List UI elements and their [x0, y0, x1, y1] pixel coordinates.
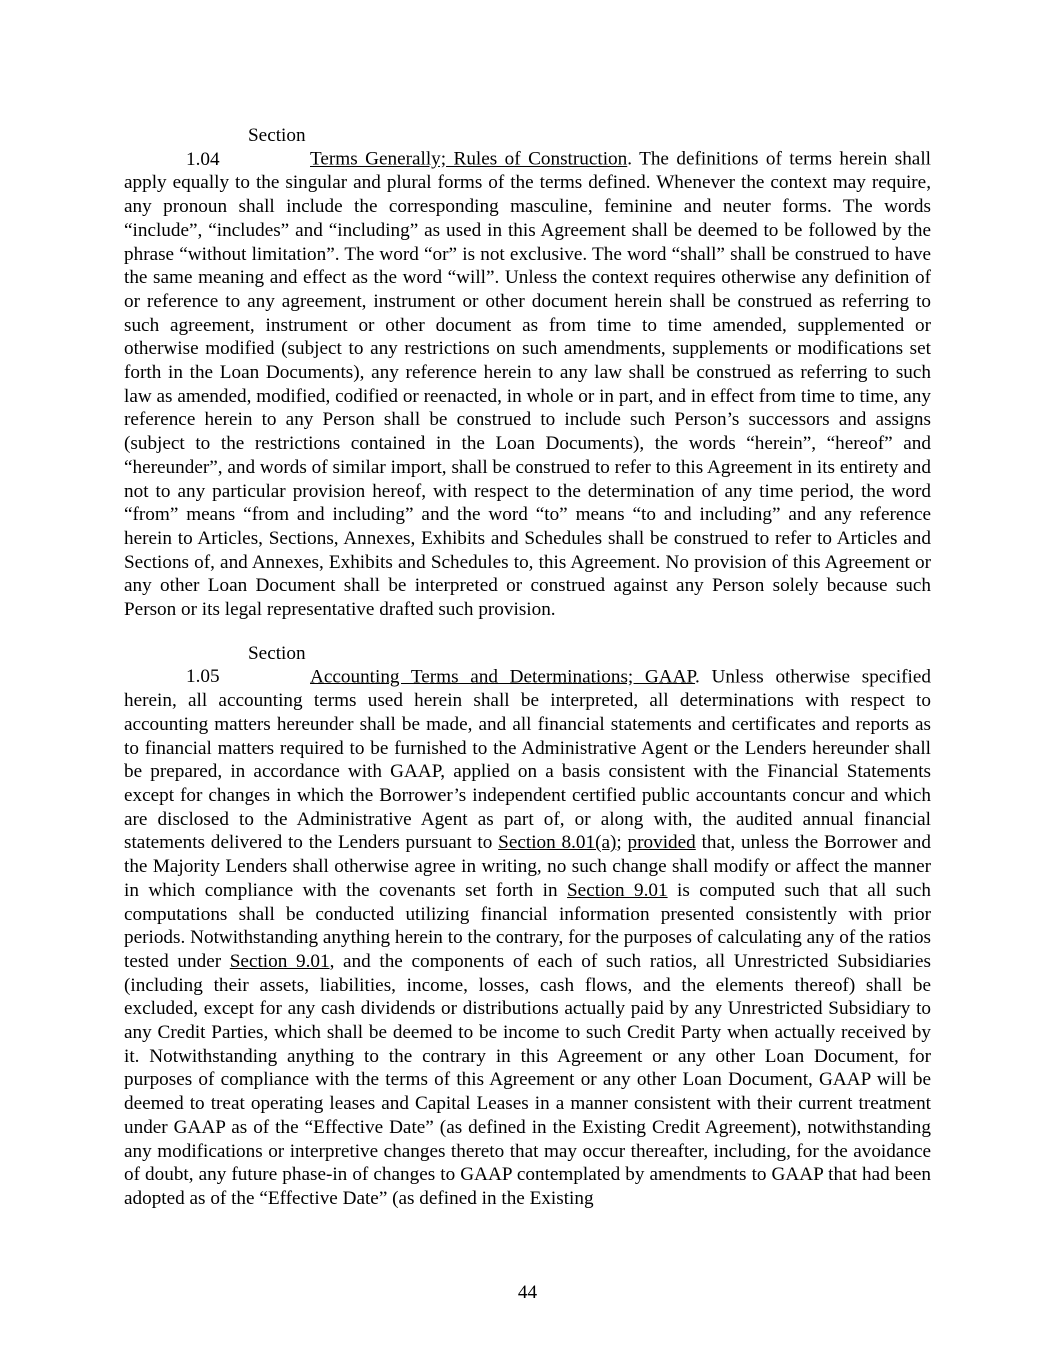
- section-1-04-body: . The definitions of terms herein shall apply equally to the singular and plural forms of the terms defined. Whenever the context may require, any pronoun shall include the corresponding masculine, feminine and neuter forms. The words “include”, “includes” and “including” as used in this Agreement shall be deemed to be followed by the phrase “without limitation”. The word “or” is not exclusive. The word “shall” shall be construed to have the same meaning and effect as the word “will”. Unless the context requires otherwise any definition of or reference to any agreement, instrument or other document herein shall be construed as referring to such agreement, instrument or other document as from time to time amended, supplemented or otherwise modified (subject to any restrictions on such amendments, supplements or modifications set forth in the Loan Documents), any reference herein to any law shall be construed as referring to such law as amended, modified, codified or reenacted, in whole or in part, and in effect from time to time, any reference herein to any Person shall be construed to include such Person’s successors and assigns (subject to the restrictions contained in the Loan Documents), the words “herein”, “hereof” and “hereunder”, and words of similar import, shall be construed to refer to this Agreement in its entirety and not to any particular provision hereof, with respect to the determination of any time period, the word “from” means “from and including” and the word “to” means “to and including” and any reference herein to Articles, Sections, Annexes, Exhibits and Schedules shall be construed to refer to Articles and Sections of, and Annexes, Exhibits and Schedules to, this Agreement. No provision of this Agreement or any other Loan Document shall be interpreted or construed against any Person solely because such Person or its legal representative drafted such provision.: [124, 148, 931, 621]
- section-1-04-number: Section 1.04: [186, 125, 306, 170]
- section-1-05-body-part-4: , and the components of each of such ratios, all Unrestricted Subsidiaries (including their assets, liabilities, income, losses, cash flows, and the elements thereof) shall be excluded, except for any cash dividends or distributions actually paid by any Unrestricted Subsidiary to any Credit Parties, which shall be deemed to be income to such Credit Party when actually received by it. Notwithstanding anything to the contrary in this Agreement or any other Loan Document, for purposes of compliance with the terms of this Agreement or any other Loan Document, GAAP will be deemed to treat operating leases and Capital Leases in a manner consistent with their current treatment under GAAP as of the “Effective Date” (as defined in the Existing Credit Agreement), notwithstanding any modifications or interpretive changes thereto that may occur thereafter, including, for the avoidance of doubt, any future phase-in of changes to GAAP contemplated by amendments to GAAP that had been adopted as of the “Effective Date” (as defined in the Existing: [124, 950, 931, 1209]
- section-8-01a-reference: Section 8.01(a): [498, 832, 617, 854]
- section-1-05-body-part-2: that, unless the Borrower and the Majority Lenders shall otherwise agree in writing, no such change shall modify or affect the manner in which compliance with the covenants set forth in: [124, 832, 931, 901]
- section-1-05-heading: Accounting Terms and Determinations; GAAP: [310, 666, 696, 688]
- section-1-05-number: Section 1.05: [186, 642, 306, 688]
- section-1-05-body-part-3: is computed such that all such computations shall be conducted utilizing financial information presented consistently with prior periods. Notwithstanding anything herein to the contrary, for the purposes of calculating any of the ratios tested under: [124, 879, 931, 972]
- section-9-01-reference: Section 9.01: [567, 879, 668, 901]
- page-number: 44: [517, 1282, 538, 1303]
- section-1-04-heading: Terms Generally; Rules of Construction: [310, 148, 628, 170]
- section-9-01-reference-second: Section 9.01: [229, 950, 330, 972]
- section-1-05-separator: ;: [616, 832, 628, 854]
- provided-term: provided: [627, 832, 696, 854]
- section-1-05-body-part-1: . Unless otherwise specified herein, all accounting terms used herein shall be interpreted, all determinations with respect to accounting matters hereunder shall be made, and all financial statements and certificates and reports as to financial matters required to be furnished to the Administrative Agent or the Lenders hereunder shall be prepared, in accordance with GAAP, applied on a basis consistent with the Financial Statements except for changes in which the Borrower’s independent certified public accountants concur and which are disclosed to the Administrative Agent as part of, or along with, the audited annual financial statements delivered to the Lenders pursuant to: [124, 666, 931, 854]
- section-1-04-paragraph: [124, 124, 931, 622]
- section-1-05-paragraph: [124, 642, 931, 1211]
- document-page: [124, 124, 931, 1231]
